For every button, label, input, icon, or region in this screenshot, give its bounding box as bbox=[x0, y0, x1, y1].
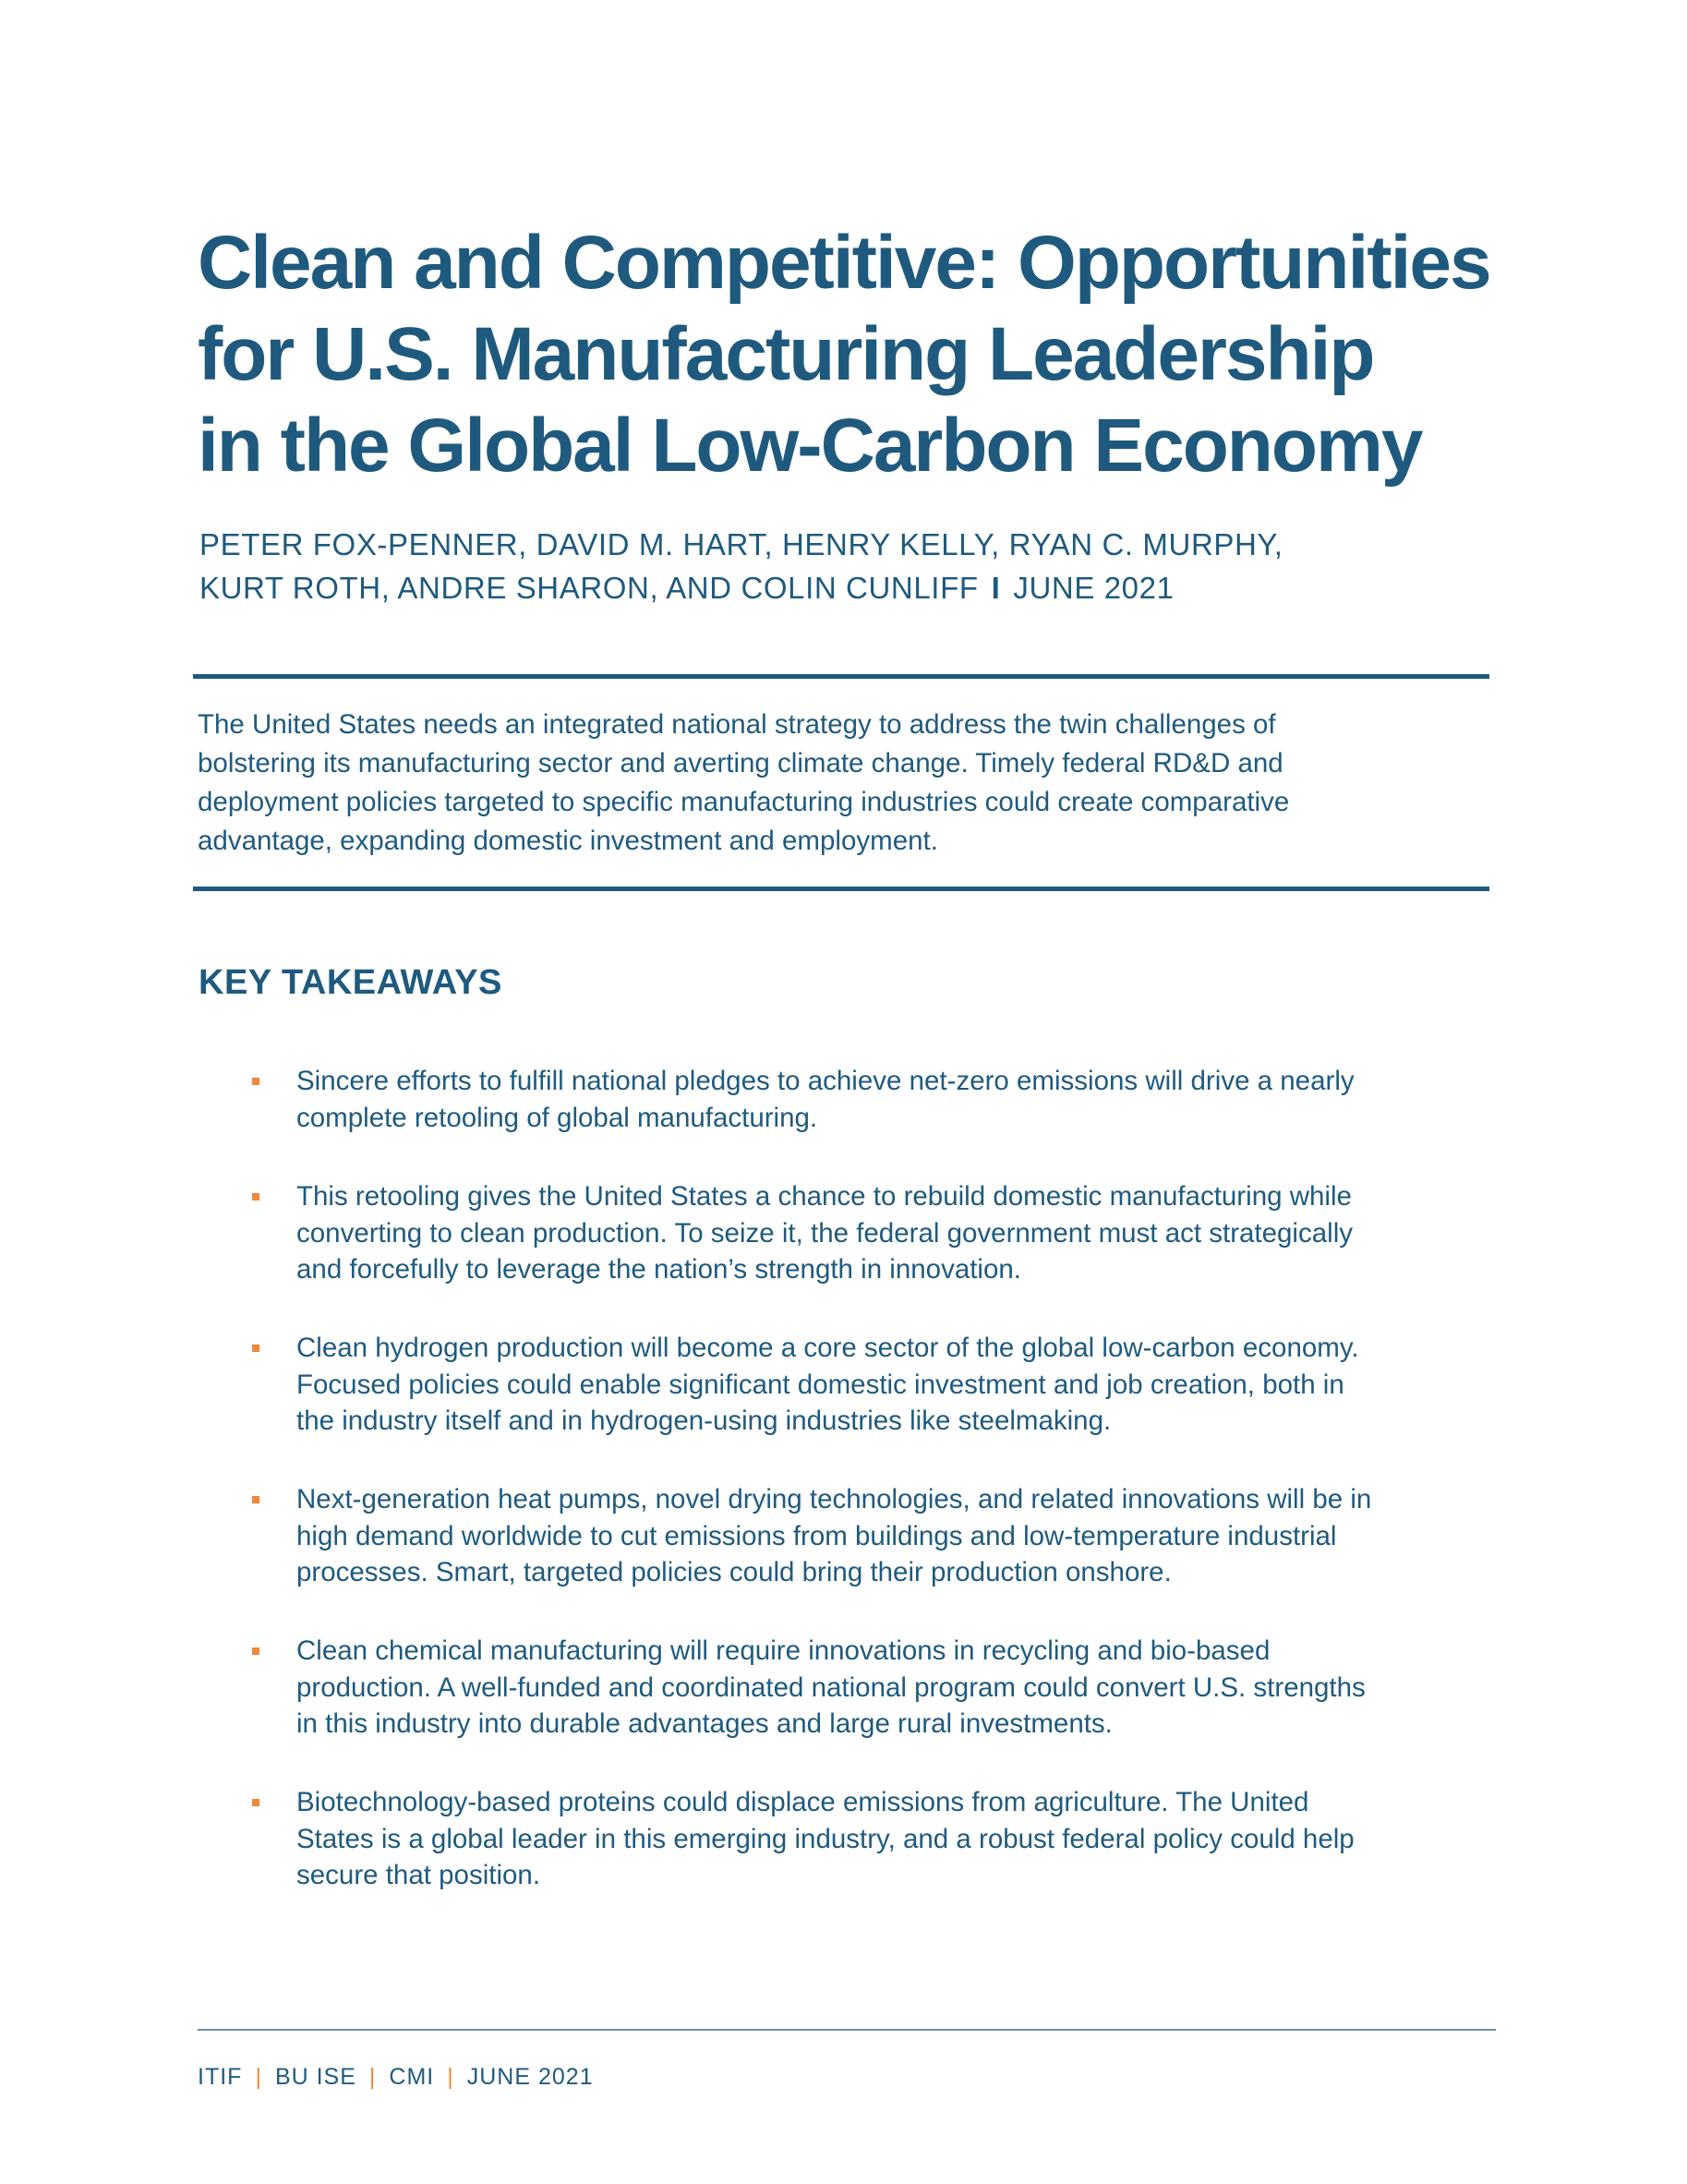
takeaway-line: the industry itself and in hydrogen-using industries like steelmaking. bbox=[296, 1406, 1112, 1436]
takeaway-item bbox=[296, 1481, 1497, 1591]
document-title bbox=[198, 217, 1536, 491]
square-bullet-icon bbox=[252, 1496, 259, 1503]
footer-org-itif: ITIF bbox=[198, 2064, 243, 2090]
takeaway-item bbox=[296, 1063, 1497, 1136]
footer-date: JUNE 2021 bbox=[466, 2064, 594, 2090]
footer-org-cmi: CMI bbox=[389, 2064, 435, 2090]
publication-date: JUNE 2021 bbox=[1013, 571, 1175, 605]
summary-line: bolstering its manufacturing sector and averting climate change. Timely federal RD&D and bbox=[198, 748, 1283, 778]
title-line: Clean and Competitive: Opportunities bbox=[198, 221, 1490, 305]
footer-rule bbox=[198, 2029, 1496, 2031]
summary-top-rule bbox=[193, 674, 1489, 679]
takeaway-line: complete retooling of global manufacturing. bbox=[296, 1102, 818, 1133]
takeaway-line: converting to clean production. To seize it, the federal government must act strategically bbox=[296, 1217, 1354, 1249]
summary-line: advantage, expanding domestic investment and employment. bbox=[198, 826, 938, 856]
takeaway-line: and forcefully to leverage the nation’s strength in innovation. bbox=[296, 1254, 1021, 1285]
footer-org-bu-ise: BU ISE bbox=[274, 2064, 356, 2090]
authors-line: PETER FOX-PENNER, DAVID M. HART, HENRY KELLY, RYAN C. MURPHY, bbox=[199, 527, 1283, 561]
takeaway-line: Clean hydrogen production will become a core sector of the global low-carbon economy. bbox=[296, 1333, 1359, 1363]
footer-separator: | bbox=[447, 2064, 454, 2090]
authors-byline bbox=[199, 523, 1585, 609]
takeaway-line: Clean chemical manufacturing will require innovations in recycling and bio-based bbox=[296, 1635, 1271, 1666]
takeaway-item bbox=[296, 1784, 1497, 1894]
takeaway-line: Focused policies could enable significant domestic investment and job creation, both in bbox=[296, 1369, 1344, 1400]
summary-line: deployment policies targeted to specific manufacturing industries could create comparative bbox=[198, 787, 1290, 817]
title-line: in the Global Low-Carbon Economy bbox=[198, 404, 1422, 488]
square-bullet-icon bbox=[252, 1647, 259, 1655]
summary-abstract bbox=[198, 706, 1490, 861]
square-bullet-icon bbox=[252, 1345, 259, 1352]
key-takeaways-heading: KEY TAKEAWAYS bbox=[199, 963, 502, 1002]
title-line: for U.S. Manufacturing Leadership bbox=[198, 312, 1374, 396]
authors-names: KURT ROTH, ANDRE SHARON, AND COLIN CUNLIFF bbox=[199, 571, 979, 605]
takeaway-line: production. A well-funded and coordinated national program could convert U.S. strengths bbox=[296, 1671, 1366, 1703]
takeaway-item bbox=[296, 1178, 1497, 1288]
takeaway-line: Sincere efforts to fulfill national pledges to achieve net-zero emissions will drive a nearly bbox=[296, 1066, 1355, 1096]
byline-separator: I bbox=[991, 571, 1001, 605]
footer-separator: | bbox=[368, 2064, 377, 2090]
page-footer bbox=[198, 2064, 594, 2091]
takeaway-line: secure that position. bbox=[296, 1860, 541, 1890]
authors-line-2 bbox=[199, 566, 1585, 609]
square-bullet-icon bbox=[252, 1078, 259, 1085]
takeaway-line: high demand worldwide to cut emissions from buildings and low-temperature industrial bbox=[296, 1520, 1337, 1551]
takeaway-line: Biotechnology-based proteins could displace emissions from agriculture. The United bbox=[296, 1787, 1309, 1817]
takeaway-line: in this industry into durable advantages and large rural investments. bbox=[296, 1708, 1113, 1739]
square-bullet-icon bbox=[252, 1193, 259, 1201]
takeaway-item bbox=[296, 1330, 1497, 1440]
summary-line: The United States needs an integrated national strategy to address the twin challenges of bbox=[198, 709, 1276, 740]
square-bullet-icon bbox=[252, 1799, 259, 1806]
takeaway-line: This retooling gives the United States a chance to rebuild domestic manufacturing while bbox=[296, 1181, 1352, 1212]
takeaway-line: Next-generation heat pumps, novel drying technologies, and related innovations will be in bbox=[296, 1484, 1372, 1514]
summary-bottom-rule bbox=[193, 887, 1489, 891]
takeaway-line: processes. Smart, targeted policies could bring their production onshore. bbox=[296, 1557, 1172, 1587]
footer-separator: | bbox=[255, 2064, 262, 2090]
takeaway-item bbox=[296, 1633, 1497, 1743]
takeaway-line: States is a global leader in this emerging industry, and a robust federal policy could help bbox=[296, 1823, 1355, 1854]
